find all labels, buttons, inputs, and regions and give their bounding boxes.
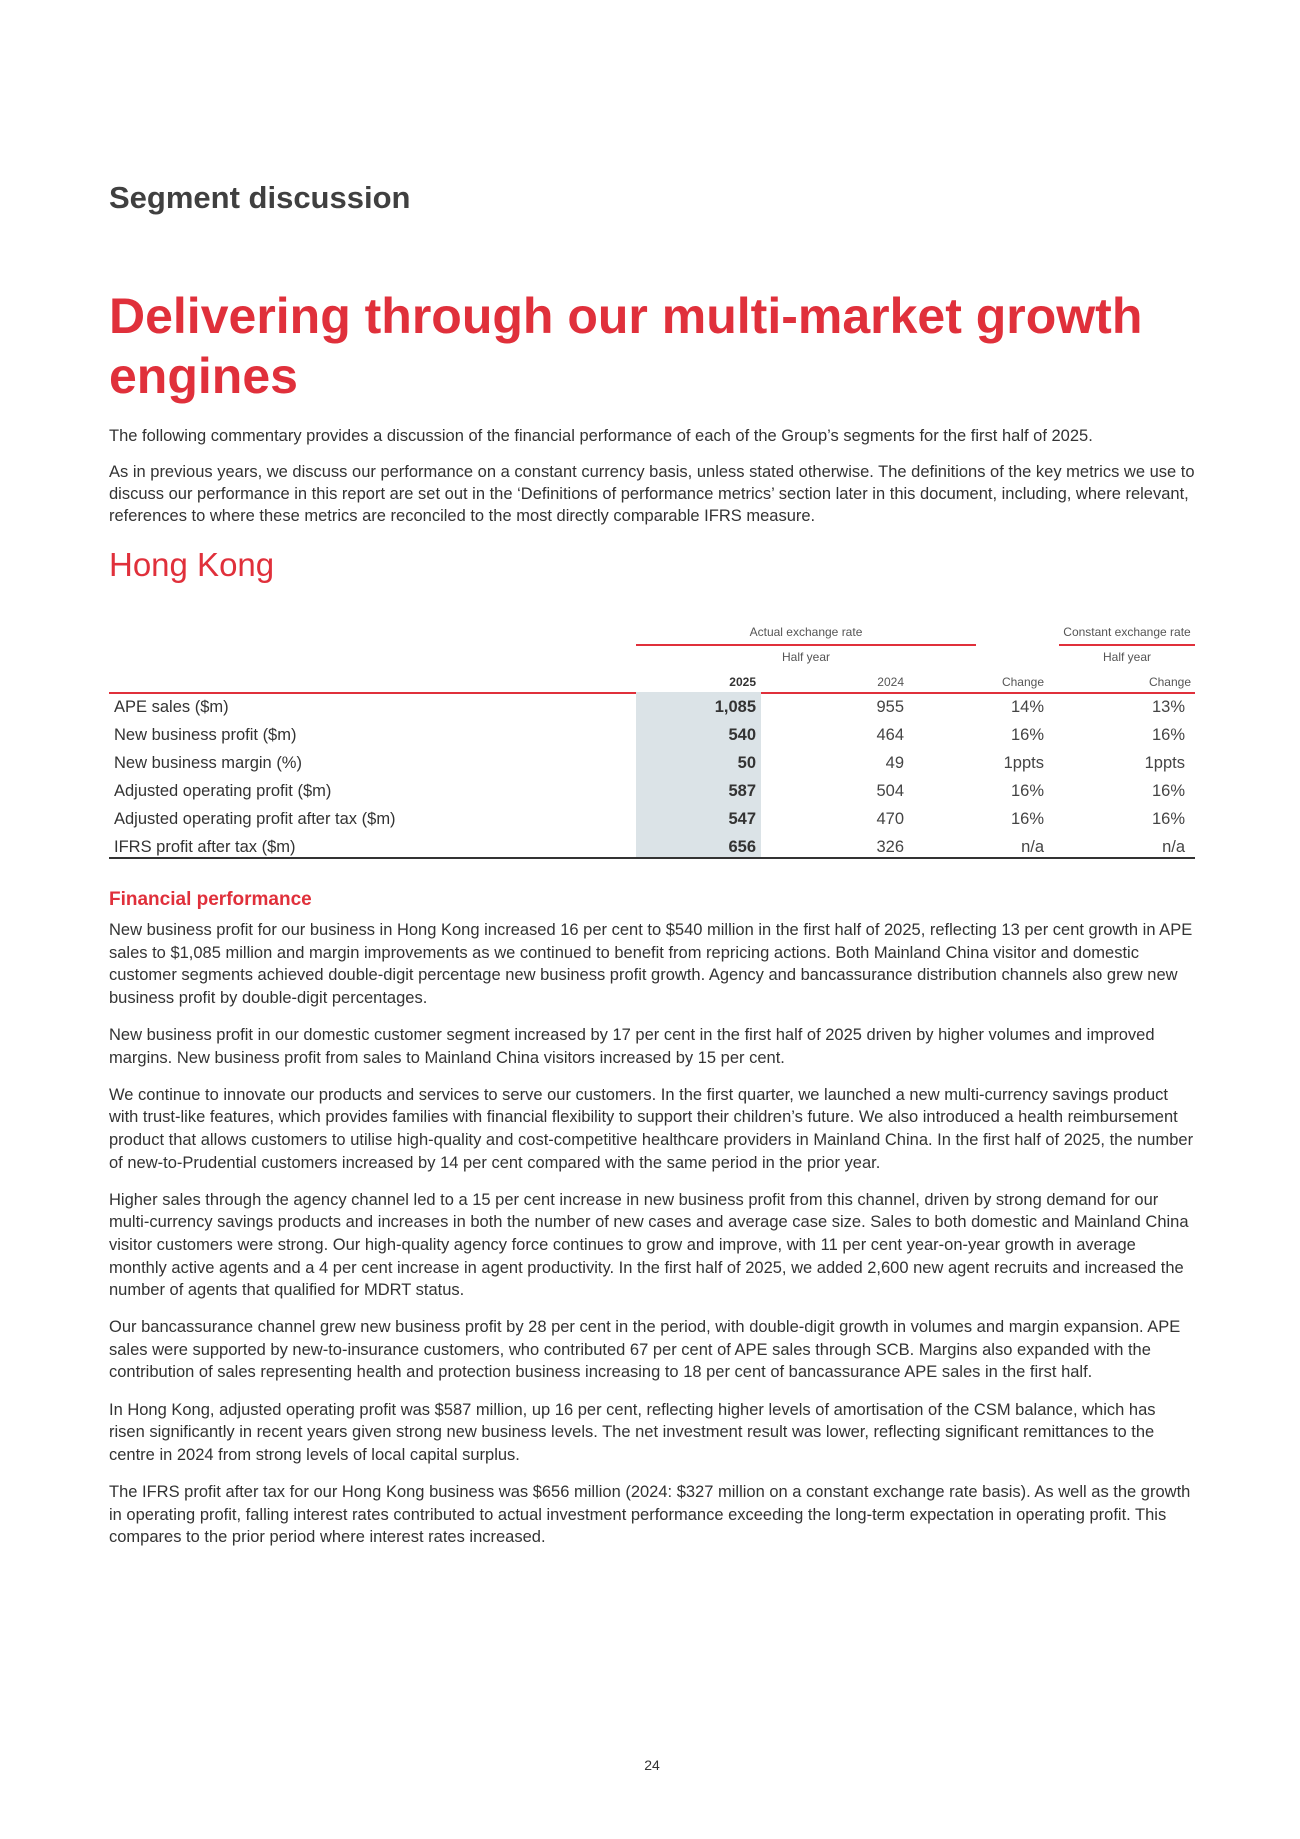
value-2024: 49 [885, 754, 904, 772]
row-label: New business profit ($m) [114, 726, 297, 744]
row-label: IFRS profit after tax ($m) [114, 838, 296, 856]
group-rule-actual [636, 644, 976, 646]
change-cer: 16% [1151, 782, 1185, 800]
change-aer: 16% [1010, 782, 1044, 800]
change-cer: 13% [1151, 698, 1185, 716]
value-2025: 656 [728, 838, 756, 856]
table-bottom-rule [109, 857, 1195, 859]
change-cer: 1ppts [1144, 754, 1185, 772]
intro-paragraph: The following commentary provides a discussion of the financial performance of each of the Group’s segments for the first half of 2025. [109, 427, 1093, 445]
body-paragraph: New business profit in our domestic customer segment increased by 17 per cent in the first half of 2025 driven by higher volumes and improved margins. New business profit from sales to Mainland China visitors increased by 15 per cent. [109, 1025, 1155, 1067]
group-rule-constant [1059, 644, 1195, 646]
value-2024: 464 [876, 726, 904, 744]
col-header-2024: 2024 [877, 675, 904, 689]
section-label: Segment discussion [109, 180, 411, 215]
col-header-change-aer: Change [1001, 675, 1044, 689]
row-label: Adjusted operating profit ($m) [114, 782, 332, 800]
page-number: 24 [644, 1757, 660, 1773]
change-cer: 16% [1151, 726, 1185, 744]
body-paragraph: We continue to innovate our products and services to serve our customers. In the first quarter, we launched a new multi-currency savings product with trust-like features, which provides families with financial flexibility to support their children’s future. We also introduced a health reimbursement product that allows customers to utilise high-quality and cost-competitive healthcare providers in Mainland China. In the first half of 2025, the number of new-to-Prudential customers increased by 14 per cent compared with the same period in the prior year. [109, 1085, 1194, 1172]
group-header-constant: Constant exchange rate [1063, 625, 1191, 639]
change-aer: 1ppts [1003, 754, 1044, 772]
intro [109, 425, 1195, 541]
subsection-heading: Financial performance [109, 889, 312, 910]
table-row [109, 721, 1195, 749]
kpi-table [109, 616, 1195, 861]
value-2025: 587 [728, 782, 756, 800]
change-aer: 16% [1010, 810, 1044, 828]
table-row [109, 805, 1195, 833]
value-2024: 326 [876, 838, 904, 856]
page-title: Delivering through our multi-market growth engines [109, 288, 1143, 404]
value-2025: 540 [728, 726, 756, 744]
group-header-actual: Actual exchange rate [749, 625, 863, 639]
body-paragraph: Our bancassurance channel grew new business profit by 28 per cent in the period, with double-digit growth in volumes and margin expansion. APE sales were supported by new-to-insurance customers, who contributed 67 per cent of APE sales through SCB. Margins also expanded with the contribution of sales representing health and protection business increasing to 18 per cent of bancassurance APE sales in the first half. [109, 1318, 1181, 1382]
row-label: APE sales ($m) [114, 698, 229, 716]
value-2024: 470 [876, 810, 904, 828]
region-heading: Hong Kong [109, 546, 275, 583]
body-paragraph: New business profit for our business in Hong Kong increased 16 per cent to $540 million in the first half of 2025, reflecting 13 per cent growth in APE sales to $1,085 million and margin improvements as we continued to benefit from repricing actions. Both Mainland China visitor and domestic customer segments achieved double-digit percentage new business profit growth. Agency and bancassurance distribution channels also grew new business profit by double-digit percentages. [109, 921, 1193, 1007]
change-aer: n/a [1021, 838, 1044, 856]
intro-paragraph: As in previous years, we discuss our performance on a constant currency basis, unless stated otherwise. The definitions of the key metrics we use to discuss our performance in this report are set out in the ‘Definitions of performance metrics’ section later in this document, including, where relevant, references to where these metrics are reconciled to the most directly comparable IFRS measure. [109, 463, 1195, 525]
row-label: New business margin (%) [114, 754, 302, 772]
change-aer: 16% [1010, 726, 1044, 744]
half-year-header-actual: Half year [781, 650, 831, 664]
table-row [109, 777, 1195, 805]
col-header-2025: 2025 [729, 675, 756, 689]
change-cer: n/a [1162, 838, 1185, 856]
body-paragraph: In Hong Kong, adjusted operating profit was $587 million, up 16 per cent, reflecting higher levels of amortisation of the CSM balance, which has risen significantly in recent years given strong new business levels. The net investment result was lower, reflecting significant remittances to the centre in 2024 from strong levels of local capital surplus. [109, 1400, 1156, 1464]
body-text [109, 919, 1195, 1563]
row-label: Adjusted operating profit after tax ($m) [114, 810, 396, 828]
half-year-header-constant: Half year [1102, 650, 1152, 664]
table-row [109, 693, 1195, 721]
value-2024: 504 [876, 782, 904, 800]
body-paragraph: Higher sales through the agency channel led to a 15 per cent increase in new business profit from this channel, driven by strong demand for our multi-currency savings products and increases in both the number of new cases and average case size. Sales to both domestic and Mainland China visitor customers were strong. Our high-quality agency force continues to grow and improve, with 11 per cent year-on-year growth in average monthly active agents and a 4 per cent increase in agent productivity. In the first half of 2025, we added 2,600 new agent recruits and increased the number of agents that qualified for MDRT status. [109, 1190, 1189, 1300]
change-cer: 16% [1151, 810, 1185, 828]
body-paragraph: The IFRS profit after tax for our Hong Kong business was $656 million (2024: $327 million on a constant exchange rate basis). As well as the growth in operating profit, falling interest rates contributed to actual investment performance exceeding the long-term expectation in operating profit. This compares to the prior period where interest rates increased. [109, 1483, 1191, 1547]
value-2025: 547 [728, 810, 756, 828]
table-row [109, 749, 1195, 777]
col-header-change-cer: Change [1148, 675, 1191, 689]
value-2025: 50 [737, 754, 756, 772]
value-2024: 955 [876, 698, 904, 716]
value-2025: 1,085 [714, 698, 756, 716]
change-aer: 14% [1010, 698, 1044, 716]
